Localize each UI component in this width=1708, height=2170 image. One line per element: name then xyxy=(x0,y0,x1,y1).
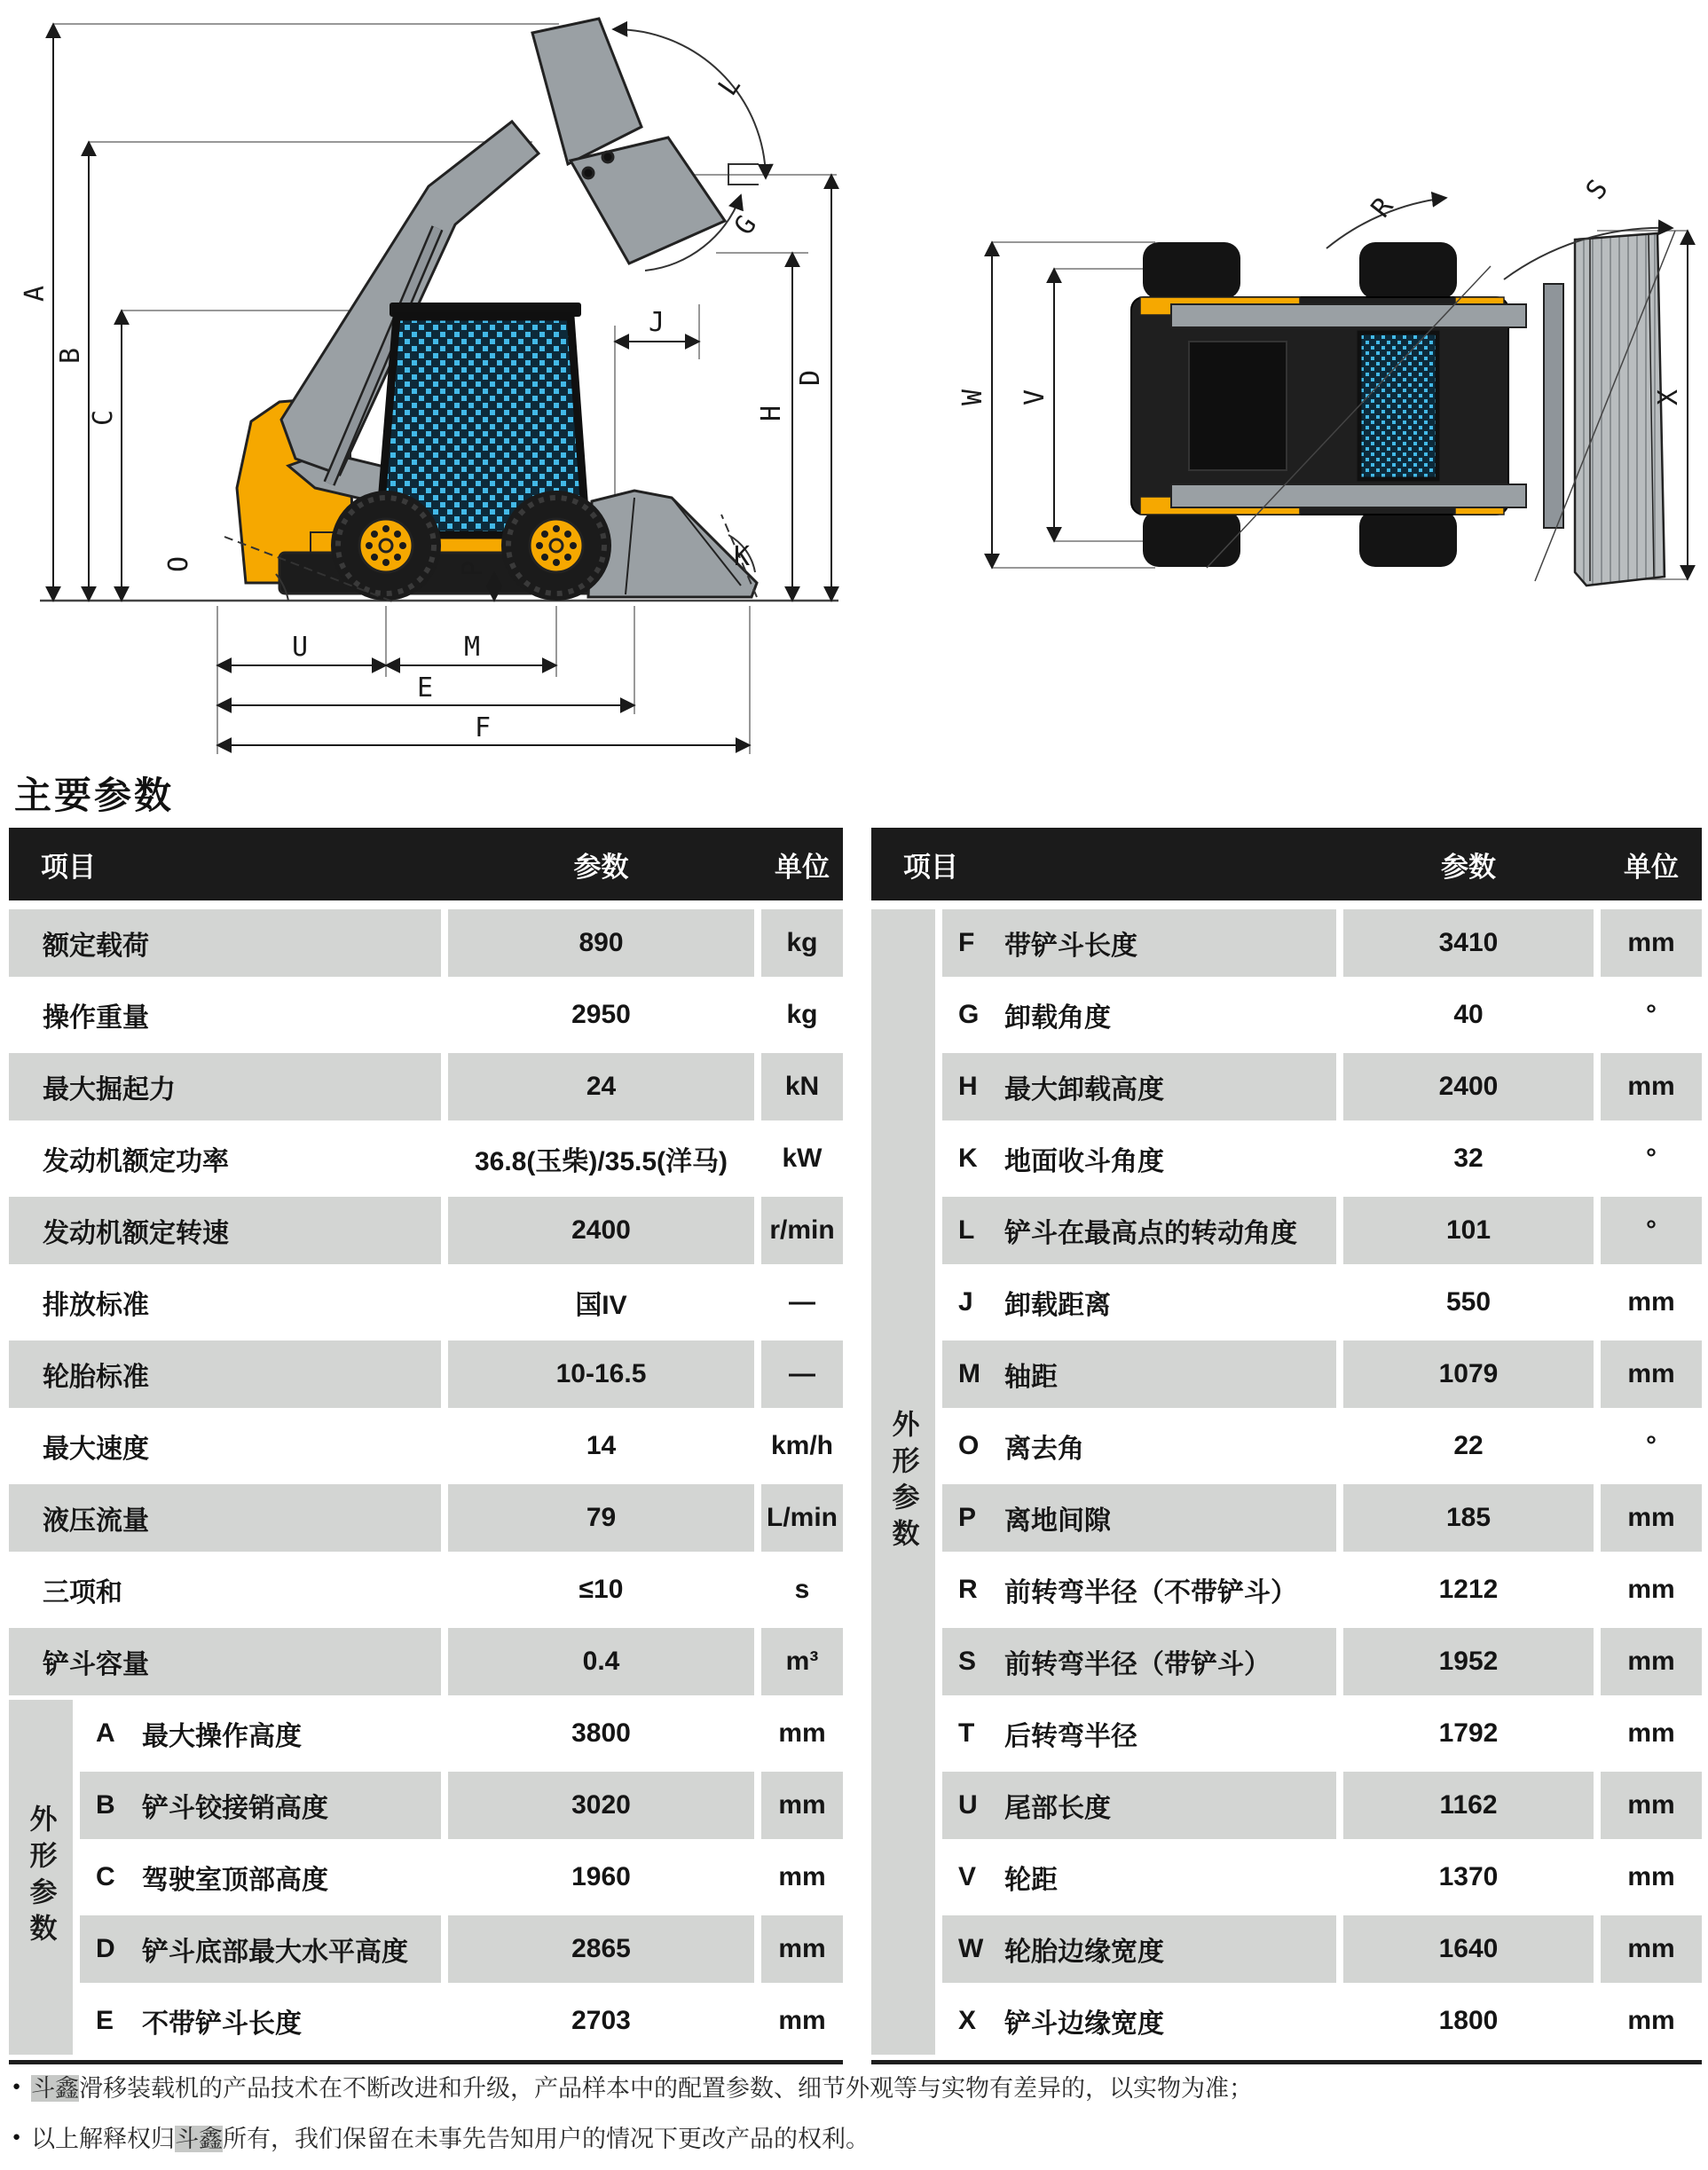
table-row xyxy=(942,1772,1702,1839)
footnotes xyxy=(12,2069,1253,2170)
row-unit: ° xyxy=(1646,1000,1657,1029)
row-item xyxy=(942,909,1336,977)
header-unit: 单位 xyxy=(1624,851,1679,883)
table-row xyxy=(942,981,1702,1049)
row-label: 前转弯半径（不带铲斗） xyxy=(1004,1578,1297,1608)
table-row xyxy=(942,1844,1702,1911)
row-unit: ° xyxy=(1646,1431,1657,1460)
row-value: 1079 xyxy=(1343,1341,1594,1408)
row-item xyxy=(9,1197,441,1264)
row-value: 2703 xyxy=(571,2006,631,2035)
row-unit: — xyxy=(761,1341,843,1408)
table-row xyxy=(80,1987,843,2055)
header-item: 项目 xyxy=(903,851,958,883)
row-letter: W xyxy=(958,1934,984,1963)
table-row xyxy=(9,1197,843,1264)
group-cell xyxy=(871,909,935,2055)
row-value: 1212 xyxy=(1438,1575,1499,1604)
spec-table-right xyxy=(871,828,1702,2064)
row-label: 不带铲斗长度 xyxy=(142,2009,302,2039)
row-label: 三项和 xyxy=(43,1578,122,1608)
row-value: 0.4 xyxy=(448,1628,754,1695)
table-row xyxy=(942,1556,1702,1624)
row-value: 3410 xyxy=(1343,909,1594,977)
row-unit: r/min xyxy=(761,1197,843,1264)
table-row xyxy=(942,1628,1702,1695)
dim-label-k: K xyxy=(734,541,751,572)
row-unit: mm xyxy=(1601,1484,1702,1552)
row-label: 铲斗边缘宽度 xyxy=(1004,2009,1164,2039)
row-item xyxy=(9,981,441,1049)
table-bottom-rule xyxy=(871,2060,1702,2064)
page-title: 主要参数 xyxy=(14,774,175,816)
dim-label-b: B xyxy=(55,347,86,364)
row-item xyxy=(80,1844,441,1911)
row-item xyxy=(942,1772,1336,1839)
row-letter: R xyxy=(958,1575,978,1604)
row-letter: F xyxy=(958,928,975,957)
footnote-text: 以上解释权归斗鑫所有，我们保留在未事先告知用户的情况下更改产品的权利。 xyxy=(31,2126,870,2152)
row-letter: B xyxy=(96,1790,115,1820)
row-item xyxy=(9,1125,441,1192)
side-view-diagram xyxy=(13,4,843,763)
row-value: 1370 xyxy=(1438,1862,1499,1891)
row-value: 10-16.5 xyxy=(448,1341,754,1408)
dim-label-x: X xyxy=(1653,389,1684,405)
table-body xyxy=(9,900,843,2055)
row-letter: J xyxy=(958,1287,973,1317)
table-row xyxy=(9,1628,843,1695)
row-item xyxy=(9,1412,441,1480)
row-item xyxy=(942,1700,1336,1767)
table-row xyxy=(942,1484,1702,1552)
dim-label-g: G xyxy=(728,209,763,241)
coupler-plate xyxy=(1544,284,1563,528)
row-label: 最大卸载高度 xyxy=(1004,1075,1164,1105)
row-item xyxy=(9,1628,441,1695)
row-letter: D xyxy=(96,1934,115,1963)
row-value: 1960 xyxy=(571,1862,631,1891)
row-value: 国IV xyxy=(575,1291,627,1320)
dim-label-d: D xyxy=(795,369,826,386)
row-letter: M xyxy=(958,1359,980,1388)
row-item xyxy=(942,1197,1336,1264)
row-unit: ° xyxy=(1601,1197,1702,1264)
row-letter: O xyxy=(958,1431,980,1460)
row-item xyxy=(80,1987,441,2055)
dim-label-h: H xyxy=(756,405,787,421)
row-unit: mm xyxy=(778,2006,826,2035)
dim-label-a: A xyxy=(20,285,51,302)
header-unit: 单位 xyxy=(775,851,830,883)
dim-label-f: F xyxy=(475,712,492,743)
dim-label-m: M xyxy=(464,632,481,663)
row-letter: H xyxy=(958,1072,978,1101)
row-item xyxy=(942,1269,1336,1336)
row-value: ≤10 xyxy=(579,1575,624,1604)
row-letter: L xyxy=(958,1215,975,1245)
table-row xyxy=(9,1412,843,1480)
row-value: 1640 xyxy=(1343,1915,1594,1983)
row-value: 24 xyxy=(448,1053,754,1120)
row-unit: mm xyxy=(761,1772,843,1839)
row-unit: kg xyxy=(786,1000,818,1029)
table-row xyxy=(942,1341,1702,1408)
dim-label-l: L xyxy=(712,70,747,102)
row-unit: mm xyxy=(761,1915,843,1983)
row-value: 550 xyxy=(1445,1287,1492,1317)
table-row xyxy=(942,1125,1702,1192)
table-row xyxy=(942,1053,1702,1120)
spec-table-left xyxy=(9,828,843,2064)
table-row xyxy=(80,1772,843,1839)
top-view-diagram xyxy=(923,164,1704,634)
row-letter: S xyxy=(958,1647,977,1676)
row-item xyxy=(942,1053,1336,1120)
row-value: 32 xyxy=(1453,1144,1484,1173)
table-row xyxy=(9,1484,843,1552)
row-unit: mm xyxy=(1627,1862,1675,1891)
dim-label-s: S xyxy=(1579,174,1615,206)
table-row xyxy=(942,1269,1702,1336)
dimension-group xyxy=(871,909,1702,2055)
table-row xyxy=(9,981,843,1049)
table-row xyxy=(942,1915,1702,1983)
row-unit: mm xyxy=(1601,1341,1702,1408)
row-value: 185 xyxy=(1343,1484,1594,1552)
group-cell xyxy=(9,1700,73,2055)
row-label: 铲斗在最高点的转动角度 xyxy=(1004,1219,1297,1248)
row-unit: mm xyxy=(1601,1772,1702,1839)
header-value: 参数 xyxy=(1441,851,1496,883)
row-label: 前转弯半径（带铲斗） xyxy=(1004,1650,1271,1679)
table-row xyxy=(942,909,1702,977)
row-letter: A xyxy=(96,1718,115,1748)
row-letter: X xyxy=(958,2006,977,2035)
row-value: 2400 xyxy=(1343,1053,1594,1120)
row-item xyxy=(9,1556,441,1624)
row-label: 液压流量 xyxy=(43,1506,149,1536)
row-unit: mm xyxy=(778,1862,826,1891)
row-unit: kW xyxy=(782,1144,823,1173)
row-label: 带铲斗长度 xyxy=(1004,932,1137,961)
row-label: 额定载荷 xyxy=(43,932,149,961)
row-label: 铲斗容量 xyxy=(43,1650,149,1679)
row-item xyxy=(942,1628,1336,1695)
row-value: 36.8(玉柴)/35.5(洋马) xyxy=(474,1147,728,1176)
row-value: 890 xyxy=(448,909,754,977)
row-unit: ° xyxy=(1646,1144,1657,1173)
row-item xyxy=(9,1484,441,1552)
row-letter: K xyxy=(958,1144,978,1173)
row-item xyxy=(9,1269,441,1336)
table-row xyxy=(942,1412,1702,1480)
footnote-text: 斗鑫滑移装载机的产品技术在不断改进和升级，产品样本中的配置参数、细节外观等与实物有差异的，以实物为准； xyxy=(31,2075,1254,2102)
row-label: 发动机额定功率 xyxy=(43,1147,229,1176)
row-label: 轮距 xyxy=(1004,1866,1058,1895)
table-row xyxy=(9,1556,843,1624)
dim-label-r: R xyxy=(1365,192,1400,224)
group-label: 外形参数 xyxy=(25,1804,57,1950)
row-unit: mm xyxy=(1627,2006,1675,2035)
row-letter: G xyxy=(958,1000,980,1029)
row-item xyxy=(942,1556,1336,1624)
dim-label-v: V xyxy=(1019,389,1051,405)
row-unit: kN xyxy=(761,1053,843,1120)
row-label: 离去角 xyxy=(1004,1435,1084,1464)
row-label: 最大速度 xyxy=(43,1435,149,1464)
row-unit: mm xyxy=(1627,1575,1675,1604)
row-value: 40 xyxy=(1453,1000,1484,1029)
row-unit: mm xyxy=(778,1718,826,1748)
row-value: 1162 xyxy=(1343,1772,1594,1839)
table-row xyxy=(942,1197,1702,1264)
row-label: 铲斗铰接销高度 xyxy=(142,1794,328,1823)
row-unit: m³ xyxy=(761,1628,843,1695)
row-item xyxy=(80,1700,441,1767)
row-letter: V xyxy=(958,1862,977,1891)
row-value: 14 xyxy=(586,1431,617,1460)
row-unit: mm xyxy=(1601,1915,1702,1983)
table-row xyxy=(942,1987,1702,2055)
row-unit: mm xyxy=(1601,1053,1702,1120)
cab-opening xyxy=(1189,342,1287,470)
brand-highlight: 斗鑫 xyxy=(31,2075,80,2102)
row-value: 2400 xyxy=(448,1197,754,1264)
row-label: 排放标准 xyxy=(43,1291,149,1320)
table-header xyxy=(9,828,843,900)
row-item xyxy=(80,1915,441,1983)
table-row xyxy=(80,1700,843,1767)
row-item xyxy=(942,1987,1336,2055)
row-value: 101 xyxy=(1343,1197,1594,1264)
row-unit: mm xyxy=(1627,1718,1675,1748)
row-value: 22 xyxy=(1453,1431,1484,1460)
table-row xyxy=(80,1915,843,1983)
dim-label-o: O xyxy=(163,555,194,572)
row-label: 地面收斗角度 xyxy=(1004,1147,1164,1176)
row-item xyxy=(9,909,441,977)
arm-right xyxy=(1171,484,1526,507)
row-label: 尾部长度 xyxy=(1004,1794,1111,1823)
table-row xyxy=(9,1341,843,1408)
engine-mesh xyxy=(1359,333,1437,479)
row-item xyxy=(942,1915,1336,1983)
row-label: 卸载距离 xyxy=(1004,1291,1111,1320)
row-item xyxy=(942,1412,1336,1480)
row-item xyxy=(942,1484,1336,1552)
row-item xyxy=(80,1772,441,1839)
row-item xyxy=(9,1053,441,1120)
front-wheel xyxy=(501,491,611,601)
table-bottom-rule xyxy=(9,2060,843,2064)
row-value: 2865 xyxy=(448,1915,754,1983)
row-value: 3800 xyxy=(571,1718,631,1748)
row-label: 铲斗底部最大水平高度 xyxy=(142,1938,408,1967)
bucket-dumping xyxy=(532,19,725,263)
row-label: 后转弯半径 xyxy=(1004,1722,1137,1751)
table-body xyxy=(871,900,1702,2055)
dimension-group xyxy=(9,1700,843,2055)
row-unit: mm xyxy=(1601,909,1702,977)
header-value: 参数 xyxy=(573,851,629,883)
group-label: 外形参数 xyxy=(887,1409,919,1555)
row-item xyxy=(9,1341,441,1408)
row-item xyxy=(942,1341,1336,1408)
row-value: 1952 xyxy=(1343,1628,1594,1695)
row-unit: L/min xyxy=(761,1484,843,1552)
row-label: 驾驶室顶部高度 xyxy=(142,1866,328,1895)
row-unit: s xyxy=(794,1575,810,1604)
table-row xyxy=(80,1844,843,1911)
row-value: 1800 xyxy=(1438,2006,1499,2035)
row-item xyxy=(942,1125,1336,1192)
header-item: 项目 xyxy=(41,851,96,883)
row-label: 操作重量 xyxy=(43,1003,149,1033)
row-letter: P xyxy=(958,1503,977,1532)
row-label: 发动机额定转速 xyxy=(43,1219,229,1248)
row-letter: U xyxy=(958,1790,978,1820)
row-value: 79 xyxy=(448,1484,754,1552)
footnote-line xyxy=(12,2119,1253,2154)
row-letter: T xyxy=(958,1718,975,1748)
dim-label-w: W xyxy=(957,389,988,405)
dim-label-u: U xyxy=(292,632,309,663)
row-unit: mm xyxy=(1601,1628,1702,1695)
table-row xyxy=(9,1053,843,1120)
bucket-ground xyxy=(588,491,757,597)
row-label: 轮胎标准 xyxy=(43,1363,149,1392)
row-unit: mm xyxy=(1627,1287,1675,1317)
row-value: 2950 xyxy=(571,1000,631,1029)
bullet-icon: ● xyxy=(12,2129,21,2144)
bullet-icon: ● xyxy=(12,2079,21,2094)
row-label: 轴距 xyxy=(1004,1363,1058,1392)
row-item xyxy=(942,1844,1336,1911)
footnote-line xyxy=(12,2069,1253,2103)
table-row xyxy=(942,1700,1702,1767)
row-item xyxy=(942,981,1336,1049)
row-letter: E xyxy=(96,2006,114,2035)
row-value: 1792 xyxy=(1438,1718,1499,1748)
dim-label-c: C xyxy=(88,409,119,426)
row-unit: — xyxy=(789,1287,815,1317)
table-row xyxy=(9,1125,843,1192)
dim-label-p: P xyxy=(458,560,489,577)
row-label: 最大掘起力 xyxy=(43,1075,176,1105)
row-value: 3020 xyxy=(448,1772,754,1839)
brand-highlight: 斗鑫 xyxy=(175,2126,224,2152)
table-row xyxy=(9,909,843,977)
row-label: 卸载角度 xyxy=(1004,1003,1111,1033)
row-label: 最大操作高度 xyxy=(142,1722,302,1751)
row-label: 轮胎边缘宽度 xyxy=(1004,1938,1164,1967)
row-letter: C xyxy=(96,1862,115,1891)
table-row xyxy=(9,1269,843,1336)
arm-left xyxy=(1171,304,1526,327)
row-unit: kg xyxy=(761,909,843,977)
dim-label-e: E xyxy=(417,672,434,704)
row-label: 离地间隙 xyxy=(1004,1506,1111,1536)
dim-label-j: J xyxy=(649,307,665,338)
table-header xyxy=(871,828,1702,900)
row-unit: km/h xyxy=(770,1431,834,1460)
